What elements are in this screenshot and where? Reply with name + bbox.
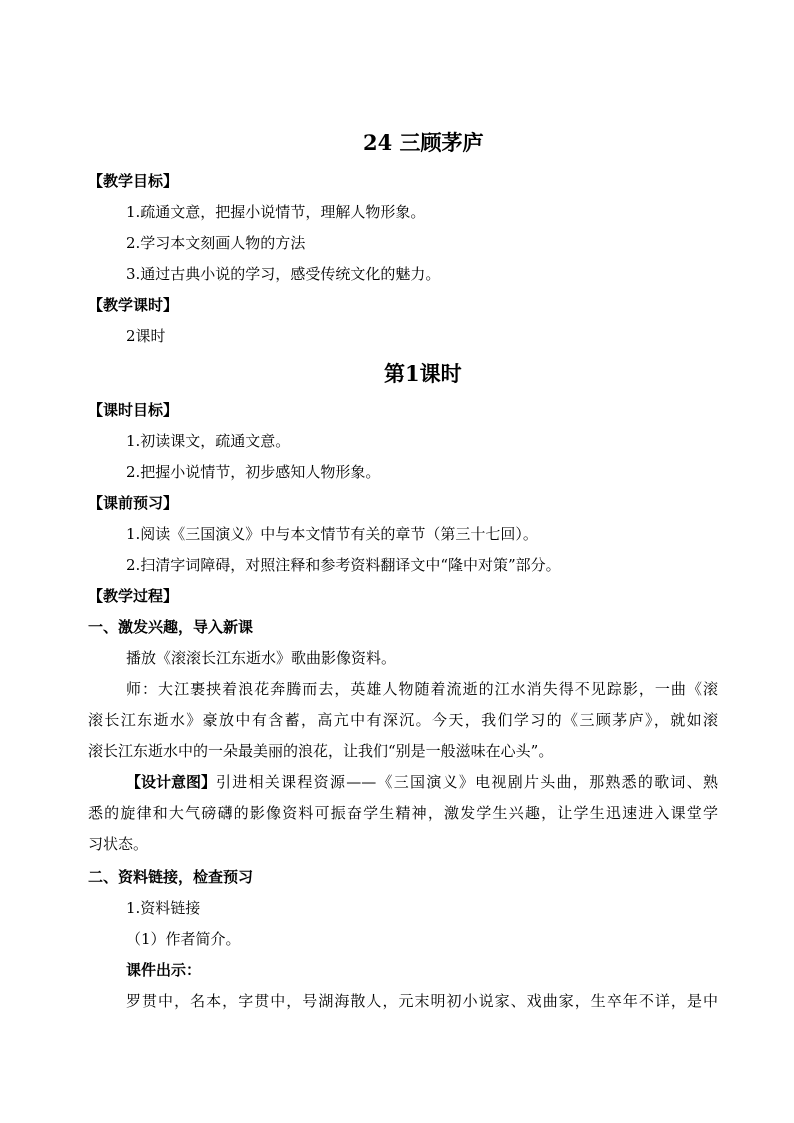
teaching-goals-heading: 【教学目标】 <box>88 172 179 190</box>
preview-heading: 【课前预习】 <box>88 494 179 512</box>
part1-paragraph-line: 师：大江裹挟着浪花奔腾而去，英雄人物随着流逝的江水消失得不见踪影，一曲《滚 <box>126 680 718 698</box>
teaching-hours-heading: 【教学课时】 <box>88 296 179 314</box>
part2-subitem: （1）作者简介。 <box>126 930 241 948</box>
part2-subheading: 1.资料链接 <box>126 899 201 917</box>
teaching-goal-item: 2.学习本文刻画人物的方法 <box>126 234 306 252</box>
lesson-goal-item: 1.初读课文，疏通文意。 <box>126 432 291 450</box>
preview-item: 1.阅读《三国演义》中与本文情节有关的章节（第三十七回）。 <box>126 525 538 543</box>
preview-item: 2.扫清字词障碍，对照注释和参考资料翻译文中“隆中对策”部分。 <box>126 556 561 574</box>
design-intent-text: 引进相关课程资源——《三国演义》电视剧片头曲，那熟悉的歌词、熟 <box>216 773 718 791</box>
design-intent-line: 习状态。 <box>88 835 149 853</box>
author-intro-line: 罗贯中，名本，字贯中，号湖海散人，元末明初小说家、戏曲家，生卒年不详，是中 <box>126 992 718 1010</box>
part1-heading: 一、激发兴趣，导入新课 <box>88 618 254 636</box>
teaching-goal-item: 1.疏通文意，把握小说情节，理解人物形象。 <box>126 203 426 221</box>
lesson-title: 第1课时 <box>384 361 462 386</box>
design-intent-line <box>126 772 718 792</box>
part2-heading: 二、资料链接，检查预习 <box>88 868 254 886</box>
part1-paragraph: 播放《滚滚长江东逝水》歌曲影像资料。 <box>126 649 397 667</box>
process-heading: 【教学过程】 <box>88 587 179 605</box>
design-intent-line: 悉的旋律和大气磅礴的影像资料可振奋学生精神，激发学生兴趣，让学生迅速进入课堂学 <box>88 804 718 822</box>
document-title: 24 三顾茅庐 <box>363 130 484 155</box>
part1-paragraph-line: 滚长江东逝水中的一朵最美丽的浪花，让我们“别是一般滋味在心头”。 <box>88 742 554 760</box>
courseware-label: 课件出示： <box>126 961 202 979</box>
teaching-goal-item: 3.通过古典小说的学习，感受传统文化的魅力。 <box>126 265 441 283</box>
lesson-goals-heading: 【课时目标】 <box>88 401 179 419</box>
teaching-hours-value: 2课时 <box>126 327 166 345</box>
design-intent-label: 【设计意图】 <box>126 773 217 791</box>
lesson-goal-item: 2.把握小说情节，初步感知人物形象。 <box>126 463 381 481</box>
part1-paragraph-line: 滚长江东逝水》豪放中有含蓄，高亢中有深沉。今天，我们学习的《三顾茅庐》，就如滚 <box>88 711 718 729</box>
